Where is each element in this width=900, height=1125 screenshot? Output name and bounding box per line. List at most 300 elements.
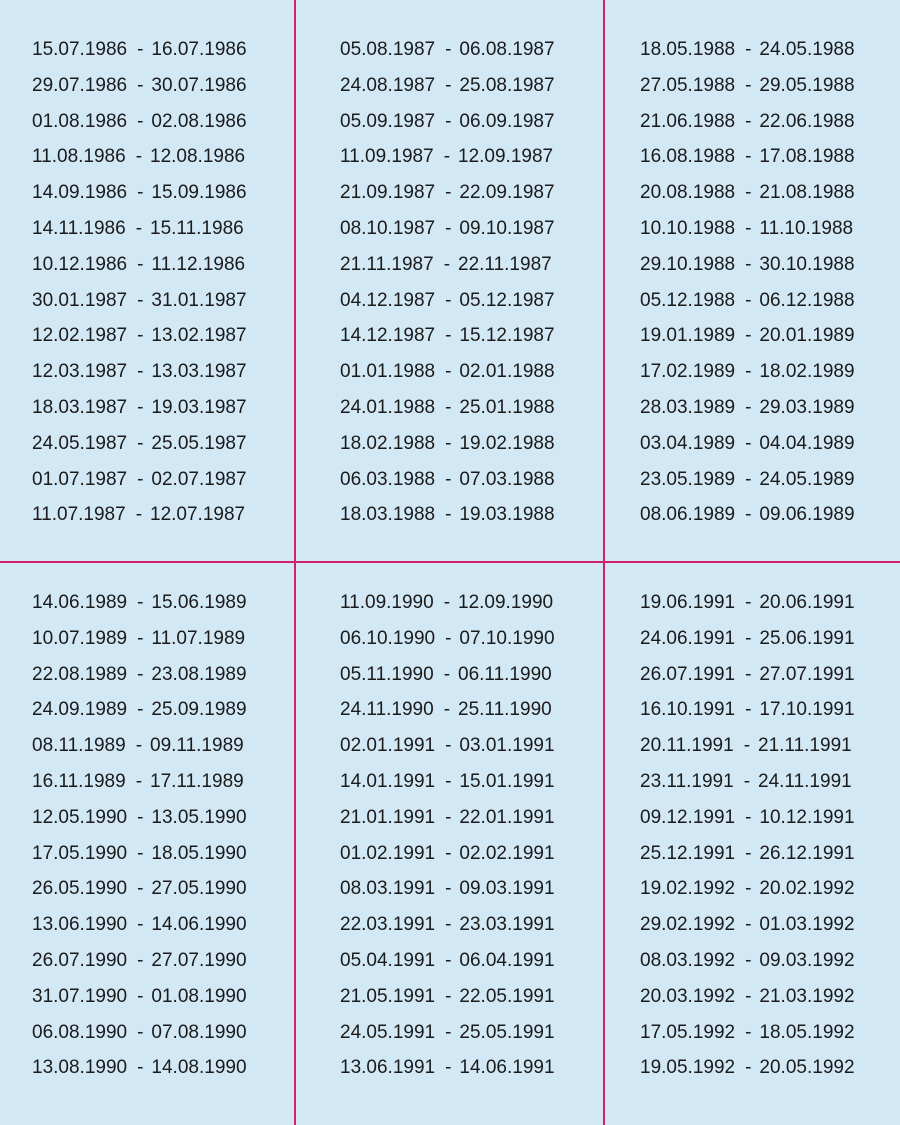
range-separator: - [445, 914, 452, 936]
end-date: 22.09.1987 [459, 182, 555, 204]
date-range-row [340, 764, 630, 800]
start-date: 06.03.1988 [340, 468, 436, 490]
date-range-row [640, 728, 900, 764]
start-date: 18.05.1988 [640, 39, 736, 60]
start-date: 29.02.1992 [640, 914, 736, 936]
date-range-row [340, 692, 630, 728]
range-separator: - [745, 592, 752, 613]
end-date: 18.05.1990 [151, 842, 247, 864]
range-separator: - [745, 74, 752, 96]
date-range-row [640, 621, 900, 657]
range-separator: - [745, 878, 752, 900]
date-range-row [32, 692, 322, 728]
end-date: 24.05.1989 [759, 468, 855, 490]
range-separator: - [137, 110, 144, 132]
range-separator: - [135, 146, 143, 168]
start-date: 11.09.1987 [340, 146, 434, 168]
range-separator: - [445, 361, 452, 383]
range-separator: - [445, 504, 452, 526]
start-date: 05.04.1991 [340, 949, 436, 971]
date-range-row [340, 800, 630, 836]
date-range-row [640, 68, 900, 104]
start-date: 06.08.1990 [32, 1021, 128, 1043]
date-range-row [32, 764, 322, 800]
date-range-row [640, 657, 900, 693]
end-date: 25.08.1987 [459, 74, 555, 96]
end-date: 23.08.1989 [151, 663, 247, 685]
range-separator: - [745, 949, 752, 971]
date-range-row [340, 390, 630, 426]
range-separator: - [137, 878, 144, 900]
start-date: 28.03.1989 [640, 396, 736, 418]
date-range-row [340, 657, 630, 693]
start-date: 24.05.1987 [32, 432, 128, 454]
date-range-row [32, 175, 322, 211]
end-date: 11.12.1986 [151, 253, 246, 275]
range-separator: - [137, 432, 144, 454]
range-separator: - [745, 914, 752, 936]
start-date: 23.05.1989 [640, 468, 736, 490]
start-date: 25.12.1991 [640, 842, 736, 864]
start-date: 20.11.1991 [640, 735, 734, 757]
date-range-row [32, 32, 322, 68]
end-date: 24.05.1988 [759, 39, 855, 60]
end-date: 12.09.1987 [458, 146, 554, 168]
end-date: 02.08.1986 [151, 110, 247, 132]
end-date: 18.05.1992 [759, 1021, 855, 1043]
end-date: 21.08.1988 [759, 182, 855, 204]
range-separator: - [743, 770, 751, 792]
range-separator: - [445, 432, 452, 454]
date-cell-2 [340, 32, 630, 533]
date-range-row [640, 1050, 900, 1086]
end-date: 06.09.1987 [459, 110, 555, 132]
date-range-row [640, 979, 900, 1015]
start-date: 19.05.1992 [640, 1057, 736, 1079]
range-separator: - [137, 1021, 144, 1043]
end-date: 29.05.1988 [759, 74, 855, 96]
range-separator: - [443, 253, 451, 275]
end-date: 19.02.1988 [459, 432, 555, 454]
range-separator: - [443, 146, 451, 168]
start-date: 29.10.1988 [640, 253, 736, 275]
end-date: 27.05.1990 [151, 878, 247, 900]
range-separator: - [137, 396, 144, 418]
start-date: 24.09.1989 [32, 699, 128, 721]
date-range-row [32, 462, 322, 498]
end-date: 27.07.1990 [151, 949, 247, 971]
start-date: 19.06.1991 [640, 592, 736, 613]
range-separator: - [137, 39, 144, 60]
date-range-row [32, 728, 322, 764]
end-date: 01.03.1992 [759, 914, 855, 936]
date-range-row [640, 318, 900, 354]
start-date: 19.01.1989 [640, 325, 736, 347]
date-range-row [340, 907, 630, 943]
date-range-row [640, 907, 900, 943]
end-date: 05.12.1987 [459, 289, 555, 311]
range-separator: - [137, 806, 144, 828]
date-range-row [640, 354, 900, 390]
start-date: 26.07.1990 [32, 949, 128, 971]
date-range-row [32, 871, 322, 907]
range-separator: - [445, 806, 452, 828]
range-separator: - [745, 289, 752, 311]
range-separator: - [137, 289, 144, 311]
start-date: 08.06.1989 [640, 504, 736, 526]
start-date: 02.01.1991 [340, 735, 436, 757]
start-date: 16.10.1991 [640, 699, 736, 721]
end-date: 07.10.1990 [459, 627, 555, 649]
range-separator: - [445, 842, 452, 864]
start-date: 05.08.1987 [340, 39, 436, 60]
start-date: 12.05.1990 [32, 806, 128, 828]
range-separator: - [137, 699, 144, 721]
date-range-row [640, 426, 900, 462]
end-date: 11.10.1988 [759, 217, 854, 239]
range-separator: - [135, 735, 143, 757]
range-separator: - [445, 985, 452, 1007]
range-separator: - [445, 1057, 452, 1079]
start-date: 15.07.1986 [32, 39, 128, 60]
date-range-row [32, 68, 322, 104]
end-date: 07.08.1990 [151, 1021, 247, 1043]
range-separator: - [445, 217, 452, 239]
range-separator: - [445, 396, 452, 418]
end-date: 16.07.1986 [151, 39, 247, 60]
start-date: 26.07.1991 [640, 663, 736, 685]
range-separator: - [745, 432, 752, 454]
date-range-row [640, 692, 900, 728]
range-separator: - [745, 468, 752, 490]
date-range-row [340, 211, 630, 247]
date-range-row [340, 979, 630, 1015]
end-date: 23.03.1991 [459, 914, 555, 936]
end-date: 06.11.1990 [458, 663, 552, 685]
end-date: 22.06.1988 [759, 110, 855, 132]
end-date: 13.03.1987 [151, 361, 247, 383]
start-date: 11.07.1987 [32, 504, 126, 526]
date-range-row [340, 1015, 630, 1051]
date-range-row [640, 800, 900, 836]
end-date: 25.09.1989 [151, 699, 247, 721]
start-date: 08.10.1987 [340, 217, 436, 239]
end-date: 01.08.1990 [151, 985, 247, 1007]
start-date: 12.03.1987 [32, 361, 128, 383]
end-date: 27.07.1991 [759, 663, 855, 685]
end-date: 09.03.1991 [459, 878, 555, 900]
date-range-row [340, 836, 630, 872]
end-date: 30.10.1988 [759, 253, 855, 275]
start-date: 14.01.1991 [340, 770, 436, 792]
start-date: 21.09.1987 [340, 182, 436, 204]
range-separator: - [137, 663, 144, 685]
end-date: 12.08.1986 [150, 146, 246, 168]
end-date: 25.01.1988 [459, 396, 555, 418]
end-date: 06.04.1991 [459, 949, 555, 971]
start-date: 18.03.1987 [32, 396, 128, 418]
date-cell-4 [32, 585, 322, 1086]
end-date: 13.02.1987 [151, 325, 247, 347]
start-date: 18.02.1988 [340, 432, 436, 454]
end-date: 09.10.1987 [459, 217, 555, 239]
range-separator: - [745, 182, 752, 204]
start-date: 05.12.1988 [640, 289, 736, 311]
date-range-row [32, 390, 322, 426]
start-date: 21.05.1991 [340, 985, 436, 1007]
end-date: 22.01.1991 [459, 806, 555, 828]
range-separator: - [745, 842, 752, 864]
range-separator: - [445, 325, 452, 347]
date-range-row [640, 247, 900, 283]
date-range-row [640, 1015, 900, 1051]
end-date: 09.11.1989 [150, 735, 244, 757]
end-date: 19.03.1988 [459, 504, 555, 526]
end-date: 30.07.1986 [151, 74, 247, 96]
range-separator: - [445, 735, 452, 757]
range-separator: - [137, 842, 144, 864]
date-range-row [640, 585, 900, 621]
date-range-row [32, 979, 322, 1015]
range-separator: - [137, 361, 144, 383]
date-range-row [640, 497, 900, 533]
start-date: 08.11.1989 [32, 735, 126, 757]
date-range-row [340, 871, 630, 907]
date-range-row [32, 211, 322, 247]
date-range-row [340, 68, 630, 104]
end-date: 20.06.1991 [759, 592, 855, 613]
end-date: 04.04.1989 [759, 432, 855, 454]
range-separator: - [137, 182, 144, 204]
end-date: 12.07.1987 [150, 504, 246, 526]
end-date: 15.01.1991 [459, 770, 555, 792]
end-date: 15.12.1987 [459, 325, 555, 347]
date-range-row [640, 211, 900, 247]
date-range-row [32, 585, 322, 621]
start-date: 10.10.1988 [640, 217, 736, 239]
date-range-row [640, 390, 900, 426]
start-date: 14.06.1989 [32, 592, 128, 613]
start-date: 05.11.1990 [340, 663, 434, 685]
range-separator: - [445, 468, 452, 490]
end-date: 02.02.1991 [459, 842, 555, 864]
range-separator: - [443, 699, 451, 721]
range-separator: - [137, 74, 144, 96]
start-date: 05.09.1987 [340, 110, 436, 132]
date-cell-5 [340, 585, 630, 1086]
range-separator: - [443, 592, 451, 613]
start-date: 17.05.1992 [640, 1021, 736, 1043]
start-date: 21.06.1988 [640, 110, 736, 132]
date-range-row [32, 657, 322, 693]
start-date: 14.11.1986 [32, 217, 126, 239]
start-date: 26.05.1990 [32, 878, 128, 900]
start-date: 08.03.1991 [340, 878, 436, 900]
date-cell-1 [32, 32, 322, 533]
range-separator: - [745, 253, 752, 275]
date-range-row [340, 104, 630, 140]
start-date: 01.08.1986 [32, 110, 128, 132]
range-separator: - [743, 735, 751, 757]
start-date: 21.11.1987 [340, 253, 434, 275]
date-range-row [640, 139, 900, 175]
end-date: 15.06.1989 [151, 592, 247, 613]
date-range-row [640, 871, 900, 907]
range-separator: - [745, 361, 752, 383]
end-date: 14.06.1990 [151, 914, 247, 936]
range-separator: - [745, 985, 752, 1007]
range-separator: - [445, 627, 452, 649]
end-date: 19.03.1987 [151, 396, 247, 418]
range-separator: - [745, 1021, 752, 1043]
date-range-row [640, 175, 900, 211]
end-date: 20.05.1992 [759, 1057, 855, 1079]
start-date: 24.11.1990 [340, 699, 434, 721]
start-date: 17.02.1989 [640, 361, 736, 383]
end-date: 20.02.1992 [759, 878, 855, 900]
end-date: 25.06.1991 [759, 627, 855, 649]
range-separator: - [445, 74, 452, 96]
date-range-row [32, 907, 322, 943]
date-range-row [640, 283, 900, 319]
date-range-row [340, 32, 630, 68]
end-date: 17.08.1988 [759, 146, 855, 168]
date-range-row [32, 800, 322, 836]
range-separator: - [137, 1057, 144, 1079]
range-separator: - [445, 1021, 452, 1043]
start-date: 16.08.1988 [640, 146, 736, 168]
start-date: 11.08.1986 [32, 146, 126, 168]
range-separator: - [445, 289, 452, 311]
date-range-row [32, 497, 322, 533]
end-date: 11.07.1989 [151, 627, 246, 649]
range-separator: - [137, 253, 144, 275]
date-range-row [340, 318, 630, 354]
date-range-row [32, 836, 322, 872]
start-date: 12.02.1987 [32, 325, 128, 347]
end-date: 10.12.1991 [759, 806, 855, 828]
start-date: 30.01.1987 [32, 289, 128, 311]
date-range-row [32, 943, 322, 979]
start-date: 10.07.1989 [32, 627, 128, 649]
end-date: 17.11.1989 [150, 770, 244, 792]
range-separator: - [745, 504, 752, 526]
end-date: 02.07.1987 [151, 468, 247, 490]
range-separator: - [137, 325, 144, 347]
date-range-row [32, 1015, 322, 1051]
start-date: 24.08.1987 [340, 74, 436, 96]
date-range-row [640, 764, 900, 800]
end-date: 09.03.1992 [759, 949, 855, 971]
start-date: 27.05.1988 [640, 74, 736, 96]
range-separator: - [137, 592, 144, 613]
start-date: 18.03.1988 [340, 504, 436, 526]
start-date: 24.01.1988 [340, 396, 436, 418]
range-separator: - [445, 110, 452, 132]
date-range-row [640, 104, 900, 140]
end-date: 12.09.1990 [458, 592, 554, 613]
date-cell-3 [640, 32, 900, 533]
date-range-row [32, 318, 322, 354]
date-range-row [32, 104, 322, 140]
start-date: 10.12.1986 [32, 253, 128, 275]
start-date: 21.01.1991 [340, 806, 436, 828]
end-date: 06.08.1987 [459, 39, 555, 60]
range-separator: - [745, 663, 752, 685]
start-date: 03.04.1989 [640, 432, 736, 454]
range-separator: - [445, 949, 452, 971]
end-date: 25.05.1987 [151, 432, 247, 454]
start-date: 14.09.1986 [32, 182, 128, 204]
end-date: 14.06.1991 [459, 1057, 555, 1079]
date-range-row [32, 621, 322, 657]
start-date: 20.08.1988 [640, 182, 736, 204]
horizontal-divider [0, 561, 900, 563]
range-separator: - [137, 914, 144, 936]
end-date: 13.05.1990 [151, 806, 247, 828]
end-date: 26.12.1991 [759, 842, 855, 864]
date-range-row [640, 462, 900, 498]
start-date: 23.11.1991 [640, 770, 734, 792]
range-separator: - [745, 146, 752, 168]
start-date: 11.09.1990 [340, 592, 434, 613]
start-date: 08.03.1992 [640, 949, 736, 971]
range-separator: - [443, 663, 451, 685]
end-date: 07.03.1988 [459, 468, 555, 490]
end-date: 18.02.1989 [759, 361, 855, 383]
end-date: 06.12.1988 [759, 289, 855, 311]
date-cell-6 [640, 585, 900, 1086]
start-date: 17.05.1990 [32, 842, 128, 864]
range-separator: - [137, 468, 144, 490]
date-range-row [340, 585, 630, 621]
start-date: 22.08.1989 [32, 663, 128, 685]
range-separator: - [745, 806, 752, 828]
date-range-row [32, 247, 322, 283]
range-separator: - [745, 396, 752, 418]
range-separator: - [135, 504, 143, 526]
end-date: 25.05.1991 [459, 1021, 555, 1043]
start-date: 24.06.1991 [640, 627, 736, 649]
date-range-row [32, 1050, 322, 1086]
end-date: 22.05.1991 [459, 985, 555, 1007]
start-date: 04.12.1987 [340, 289, 436, 311]
start-date: 19.02.1992 [640, 878, 736, 900]
date-range-row [340, 943, 630, 979]
start-date: 16.11.1989 [32, 770, 126, 792]
start-date: 01.02.1991 [340, 842, 436, 864]
end-date: 09.06.1989 [759, 504, 855, 526]
end-date: 17.10.1991 [759, 699, 855, 721]
range-separator: - [137, 985, 144, 1007]
date-range-row [340, 462, 630, 498]
date-range-row [340, 175, 630, 211]
start-date: 09.12.1991 [640, 806, 736, 828]
start-date: 24.05.1991 [340, 1021, 436, 1043]
date-range-row [32, 139, 322, 175]
range-separator: - [445, 770, 452, 792]
date-range-row [340, 1050, 630, 1086]
range-separator: - [745, 627, 752, 649]
end-date: 15.11.1986 [150, 217, 244, 239]
range-separator: - [745, 1057, 752, 1079]
end-date: 20.01.1989 [759, 325, 855, 347]
end-date: 21.11.1991 [758, 735, 852, 757]
range-separator: - [745, 325, 752, 347]
start-date: 29.07.1986 [32, 74, 128, 96]
range-separator: - [445, 39, 452, 60]
end-date: 24.11.1991 [758, 770, 852, 792]
